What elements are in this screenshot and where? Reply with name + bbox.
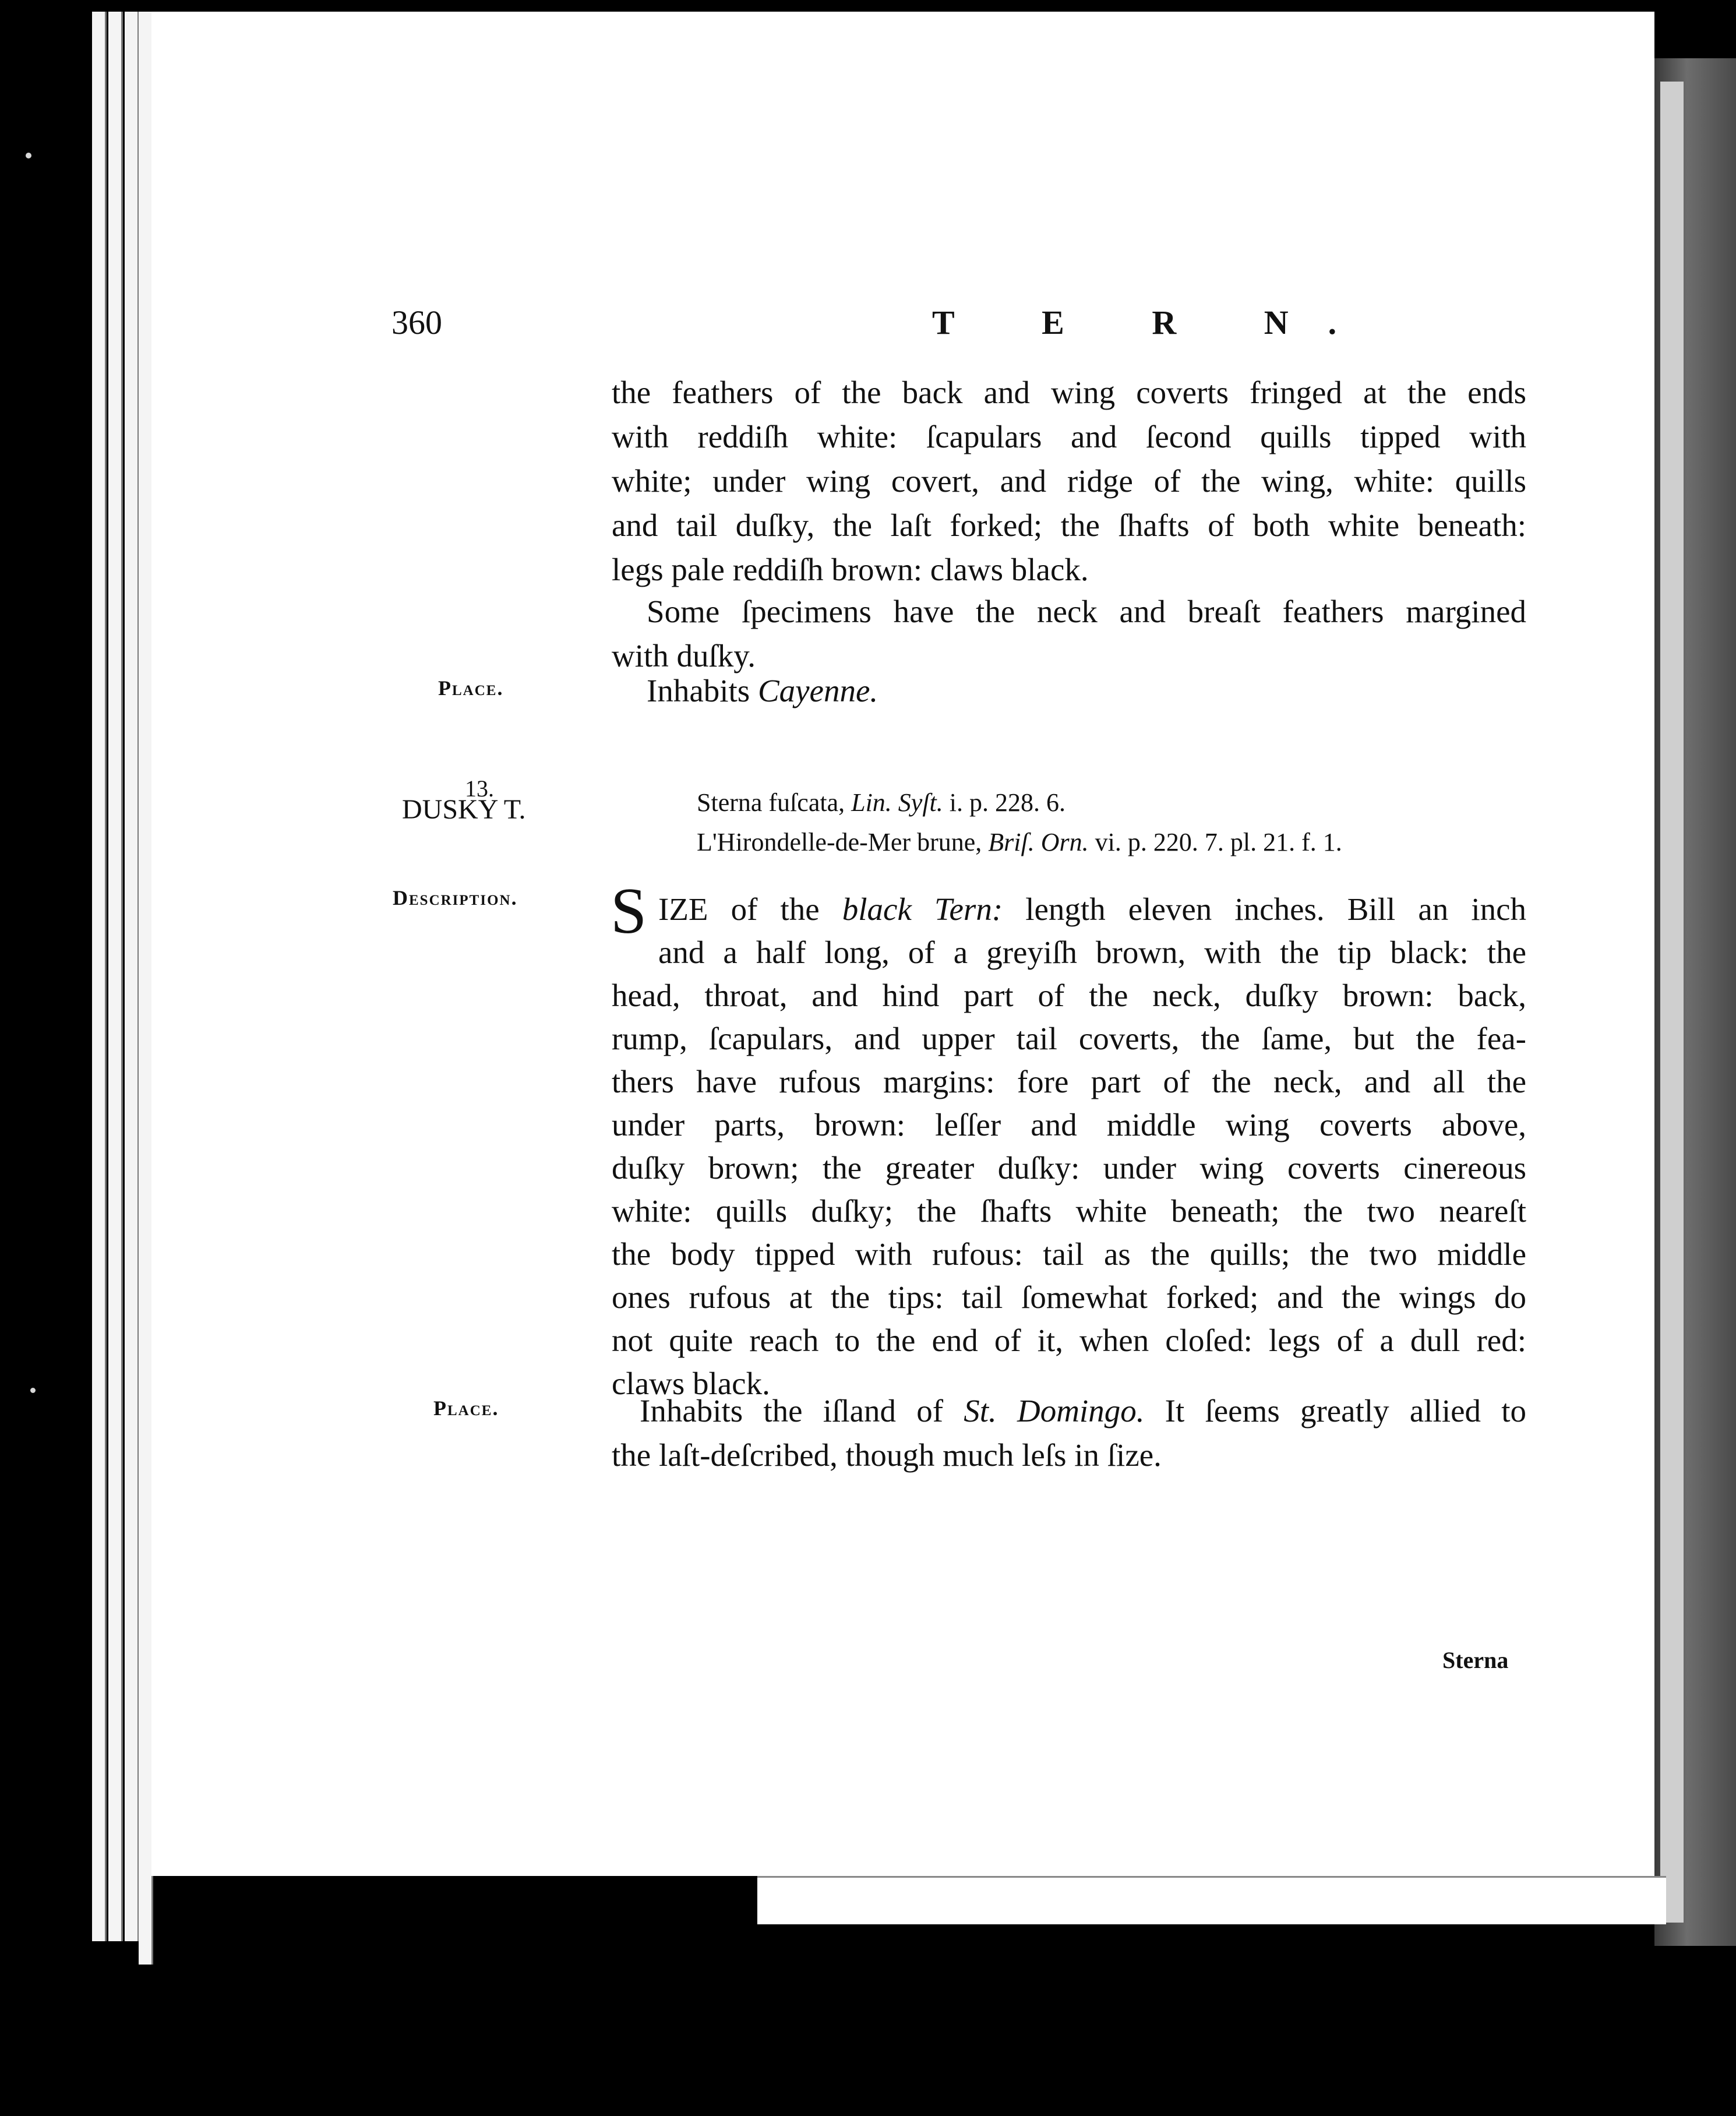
running-title: T E R N.	[932, 304, 1377, 341]
synonym-citation: i. p. 228. 6.	[949, 788, 1066, 817]
dust-speck	[26, 153, 31, 158]
text-line: with reddiſh white: ſcapulars and ſecond quills tipped with	[612, 419, 1526, 454]
text-span-italic: St. Domingo.	[964, 1393, 1145, 1429]
description-paragraph	[612, 888, 1526, 1405]
place-paragraph	[647, 669, 1561, 713]
text-span: length eleven inches. Bill an inch	[1025, 891, 1527, 927]
text-line: white; under wing covert, and ridge of the wing, white: quills	[612, 463, 1526, 499]
place-paragraph	[612, 1389, 1526, 1477]
text-line: head, throat, and hind part of the neck, duſky brown: back,	[612, 978, 1526, 1013]
species-name: DUSKY T.	[402, 794, 526, 825]
synonym-line	[697, 788, 1065, 817]
text-span-italic: black Tern:	[842, 891, 1003, 927]
place-text: Inhabits	[647, 673, 750, 708]
text-line: with duſky.	[612, 638, 756, 673]
place-location: Cayenne.	[757, 673, 878, 708]
text-line: Some ſpecimens have the neck and breaſt feathers margined	[647, 594, 1526, 629]
dust-speck	[30, 1388, 36, 1393]
catchword: Sterna	[1442, 1647, 1509, 1673]
page-edge	[108, 12, 123, 1941]
page-number: 360	[391, 304, 442, 341]
text-line: claws black.	[612, 1366, 770, 1401]
page-edge	[92, 12, 107, 1941]
page-bottom-edge	[757, 1876, 1666, 1924]
text-span: Inhabits the iſland of	[640, 1393, 944, 1429]
text-line: and a half long, of a greyiſh brown, with the tip black: the	[658, 934, 1526, 970]
text-line: the body tipped with rufous: tail as the quills; the two middle	[612, 1236, 1526, 1272]
text-line: duſky brown; the greater duſky: under wing coverts cinereous	[612, 1150, 1526, 1186]
species-number: 13.	[465, 775, 494, 802]
text-line: and tail duſky, the laſt forked; the ſhafts of both white beneath:	[612, 507, 1526, 543]
synonym-citation: vi. p. 220. 7. pl. 21. f. 1.	[1095, 828, 1342, 856]
text-span: IZE of the	[658, 891, 820, 927]
description-label: Description.	[393, 886, 518, 909]
text-line: under parts, brown: leſſer and middle wing coverts above,	[612, 1107, 1526, 1142]
text-line: the feathers of the back and wing coverts fringed at the ends	[612, 375, 1526, 410]
text-line: ones rufous at the tips: tail ſomewhat forked; and the wings do	[612, 1279, 1526, 1315]
text-line	[612, 1389, 1526, 1433]
text-line: legs pale reddiſh brown: claws black.	[612, 552, 1089, 587]
synonym-name: L'Hirondelle-de-Mer brune,	[697, 828, 982, 856]
drop-cap: S	[611, 875, 647, 947]
place-label: Place.	[438, 676, 504, 700]
text-line: the laſt-deſcribed, though much leſs in ſize.	[612, 1437, 1162, 1473]
text-line: white: quills duſky; the ſhafts white beneath; the two neareſt	[612, 1193, 1526, 1229]
page-edge	[125, 12, 139, 1941]
adjacent-page-edge	[1660, 82, 1684, 1923]
text-span: It ſeems greatly allied to	[1165, 1393, 1527, 1429]
text-line	[612, 888, 1526, 931]
synonym-reference: Lin. Syſt.	[851, 788, 943, 817]
specimen-paragraph	[612, 590, 1526, 678]
place-label: Place.	[433, 1396, 499, 1420]
text-line: rump, ſcapulars, and upper tail coverts, the ſame, but the fea-	[612, 1021, 1526, 1056]
text-line: thers have rufous margins: fore part of the neck, and all the	[612, 1064, 1526, 1099]
synonym-reference: Briſ. Orn.	[988, 828, 1089, 856]
text-line: not quite reach to the end of it, when cloſed: legs of a dull red:	[612, 1322, 1526, 1358]
synonym-line	[697, 827, 1342, 857]
continued-paragraph	[612, 371, 1526, 592]
synonym-name: Sterna fuſcata,	[697, 788, 845, 817]
